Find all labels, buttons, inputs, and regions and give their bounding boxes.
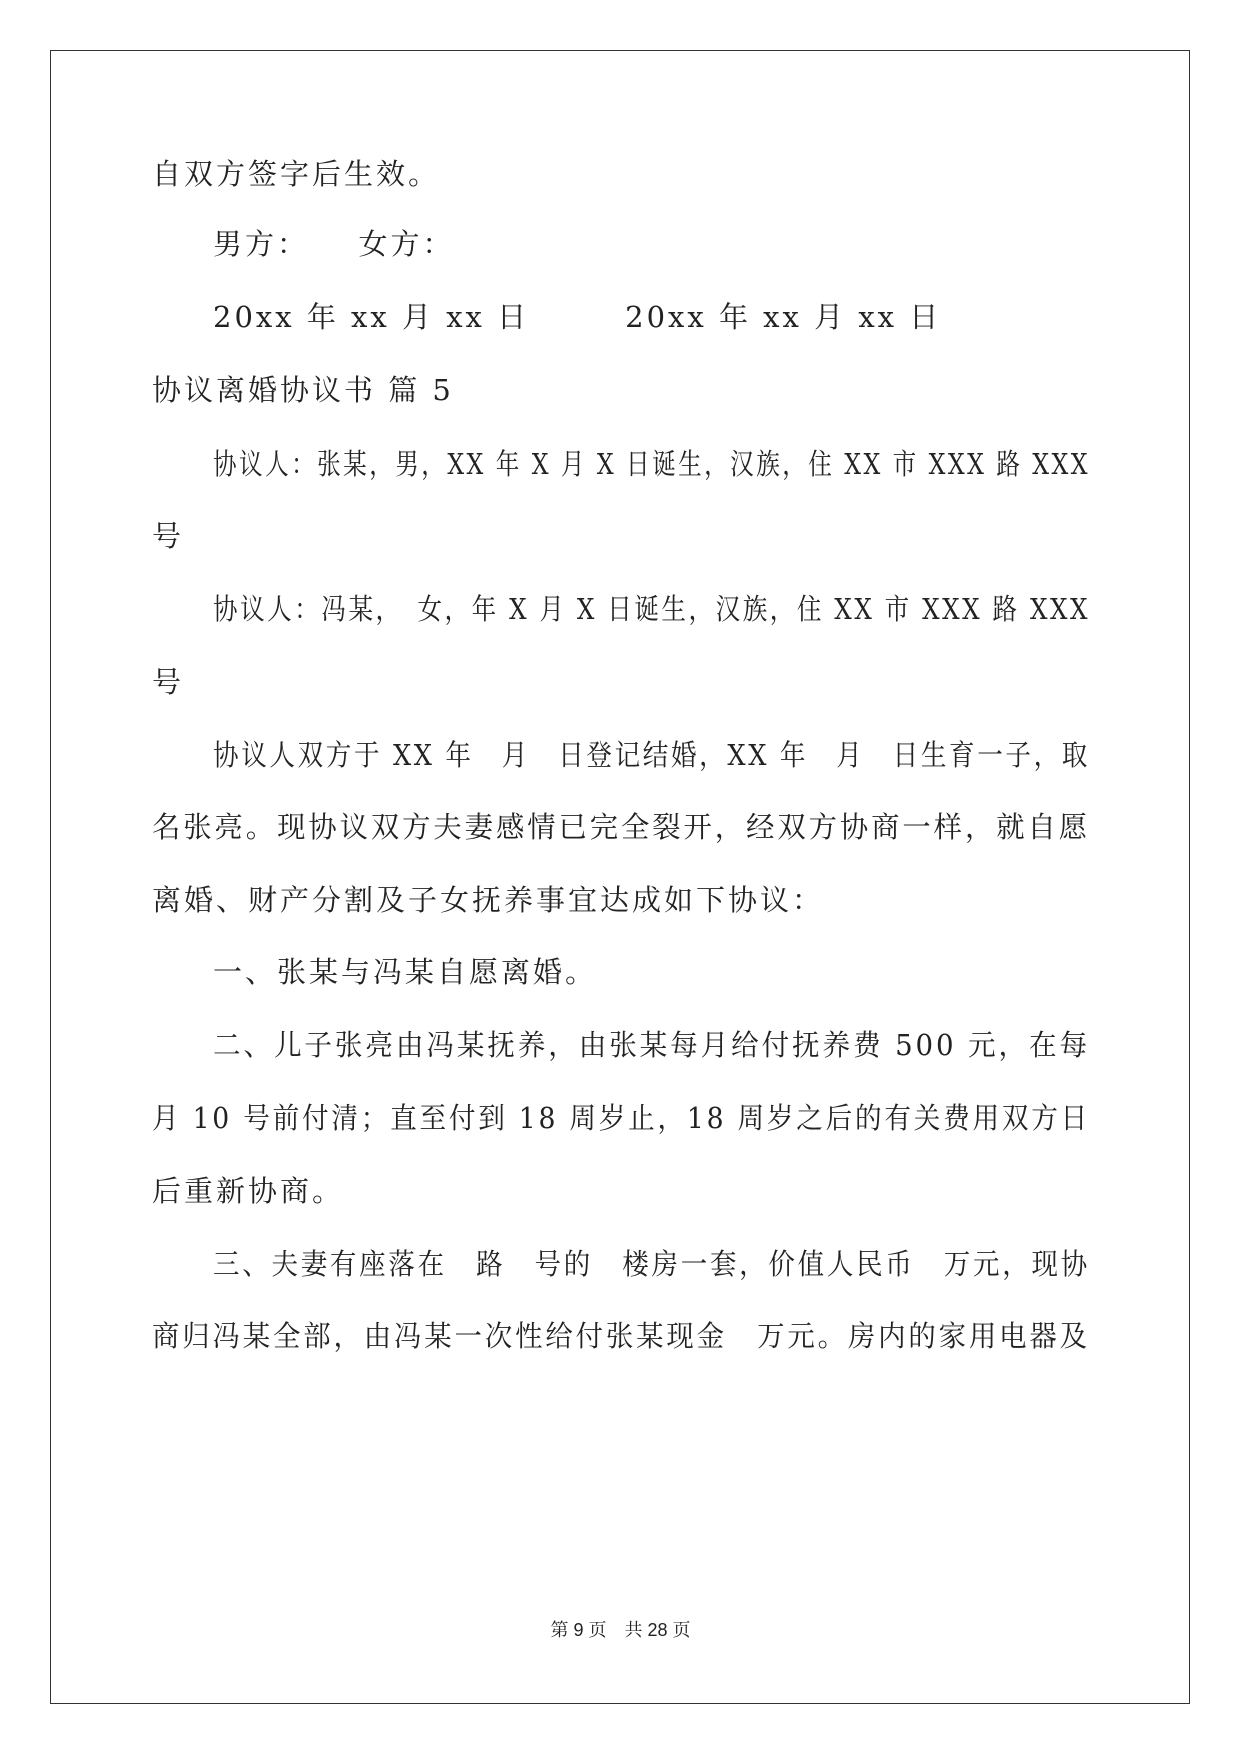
signature-labels: 男方： 女方： bbox=[213, 227, 455, 261]
text-line: 后重新协商。 bbox=[152, 1174, 345, 1208]
text-line: 协议人双方于 XX 年 月 日登记结婚，XX 年 月 日生育一子，取 bbox=[213, 738, 1091, 772]
text-line: 号 bbox=[152, 519, 185, 553]
text-line: 二、儿子张亮由冯某抚养，由张某每月给付抚养费 500 元，在每 bbox=[213, 1028, 1090, 1062]
text-line: 商归冯某全部，由冯某一次性给付张某现金 万元。房内的家用电器及 bbox=[152, 1319, 1090, 1353]
text-line: 名张亮。现协议双方夫妻感情已完全裂开，经双方协商一样，就自愿 bbox=[152, 810, 1091, 844]
page-number: 第 9 页 共 28 页 bbox=[550, 1620, 691, 1640]
text-line: 离婚、财产分割及子女抚养事宜达成如下协议： bbox=[152, 883, 825, 917]
signature-dates: 20xx 年 xx 月 xx 日 20xx 年 xx 月 xx 日 bbox=[213, 300, 942, 334]
text-line: 号 bbox=[152, 665, 185, 699]
page-border bbox=[50, 50, 1190, 1704]
text-line: 自双方签字后生效。 bbox=[152, 157, 441, 191]
text-line: 一、张某与冯某自愿离婚。 bbox=[213, 955, 598, 989]
text-line: 月 10 号前付清；直至付到 18 周岁止，18 周岁之后的有关费用双方日 bbox=[152, 1101, 1091, 1135]
text-line: 协议人：张某，男，XX 年 X 月 X 日诞生，汉族，住 XX 市 XXX 路 XXX bbox=[213, 447, 1091, 481]
text-line: 三、夫妻有座落在 路 号的 楼房一套，价值人民币 万元，现协 bbox=[213, 1247, 1090, 1281]
text-line: 协议人：冯某， 女，年 X 月 X 日诞生，汉族，住 XX 市 XXX 路 XXX bbox=[213, 592, 1091, 626]
section-heading: 协议离婚协议书 篇 5 bbox=[152, 373, 454, 407]
